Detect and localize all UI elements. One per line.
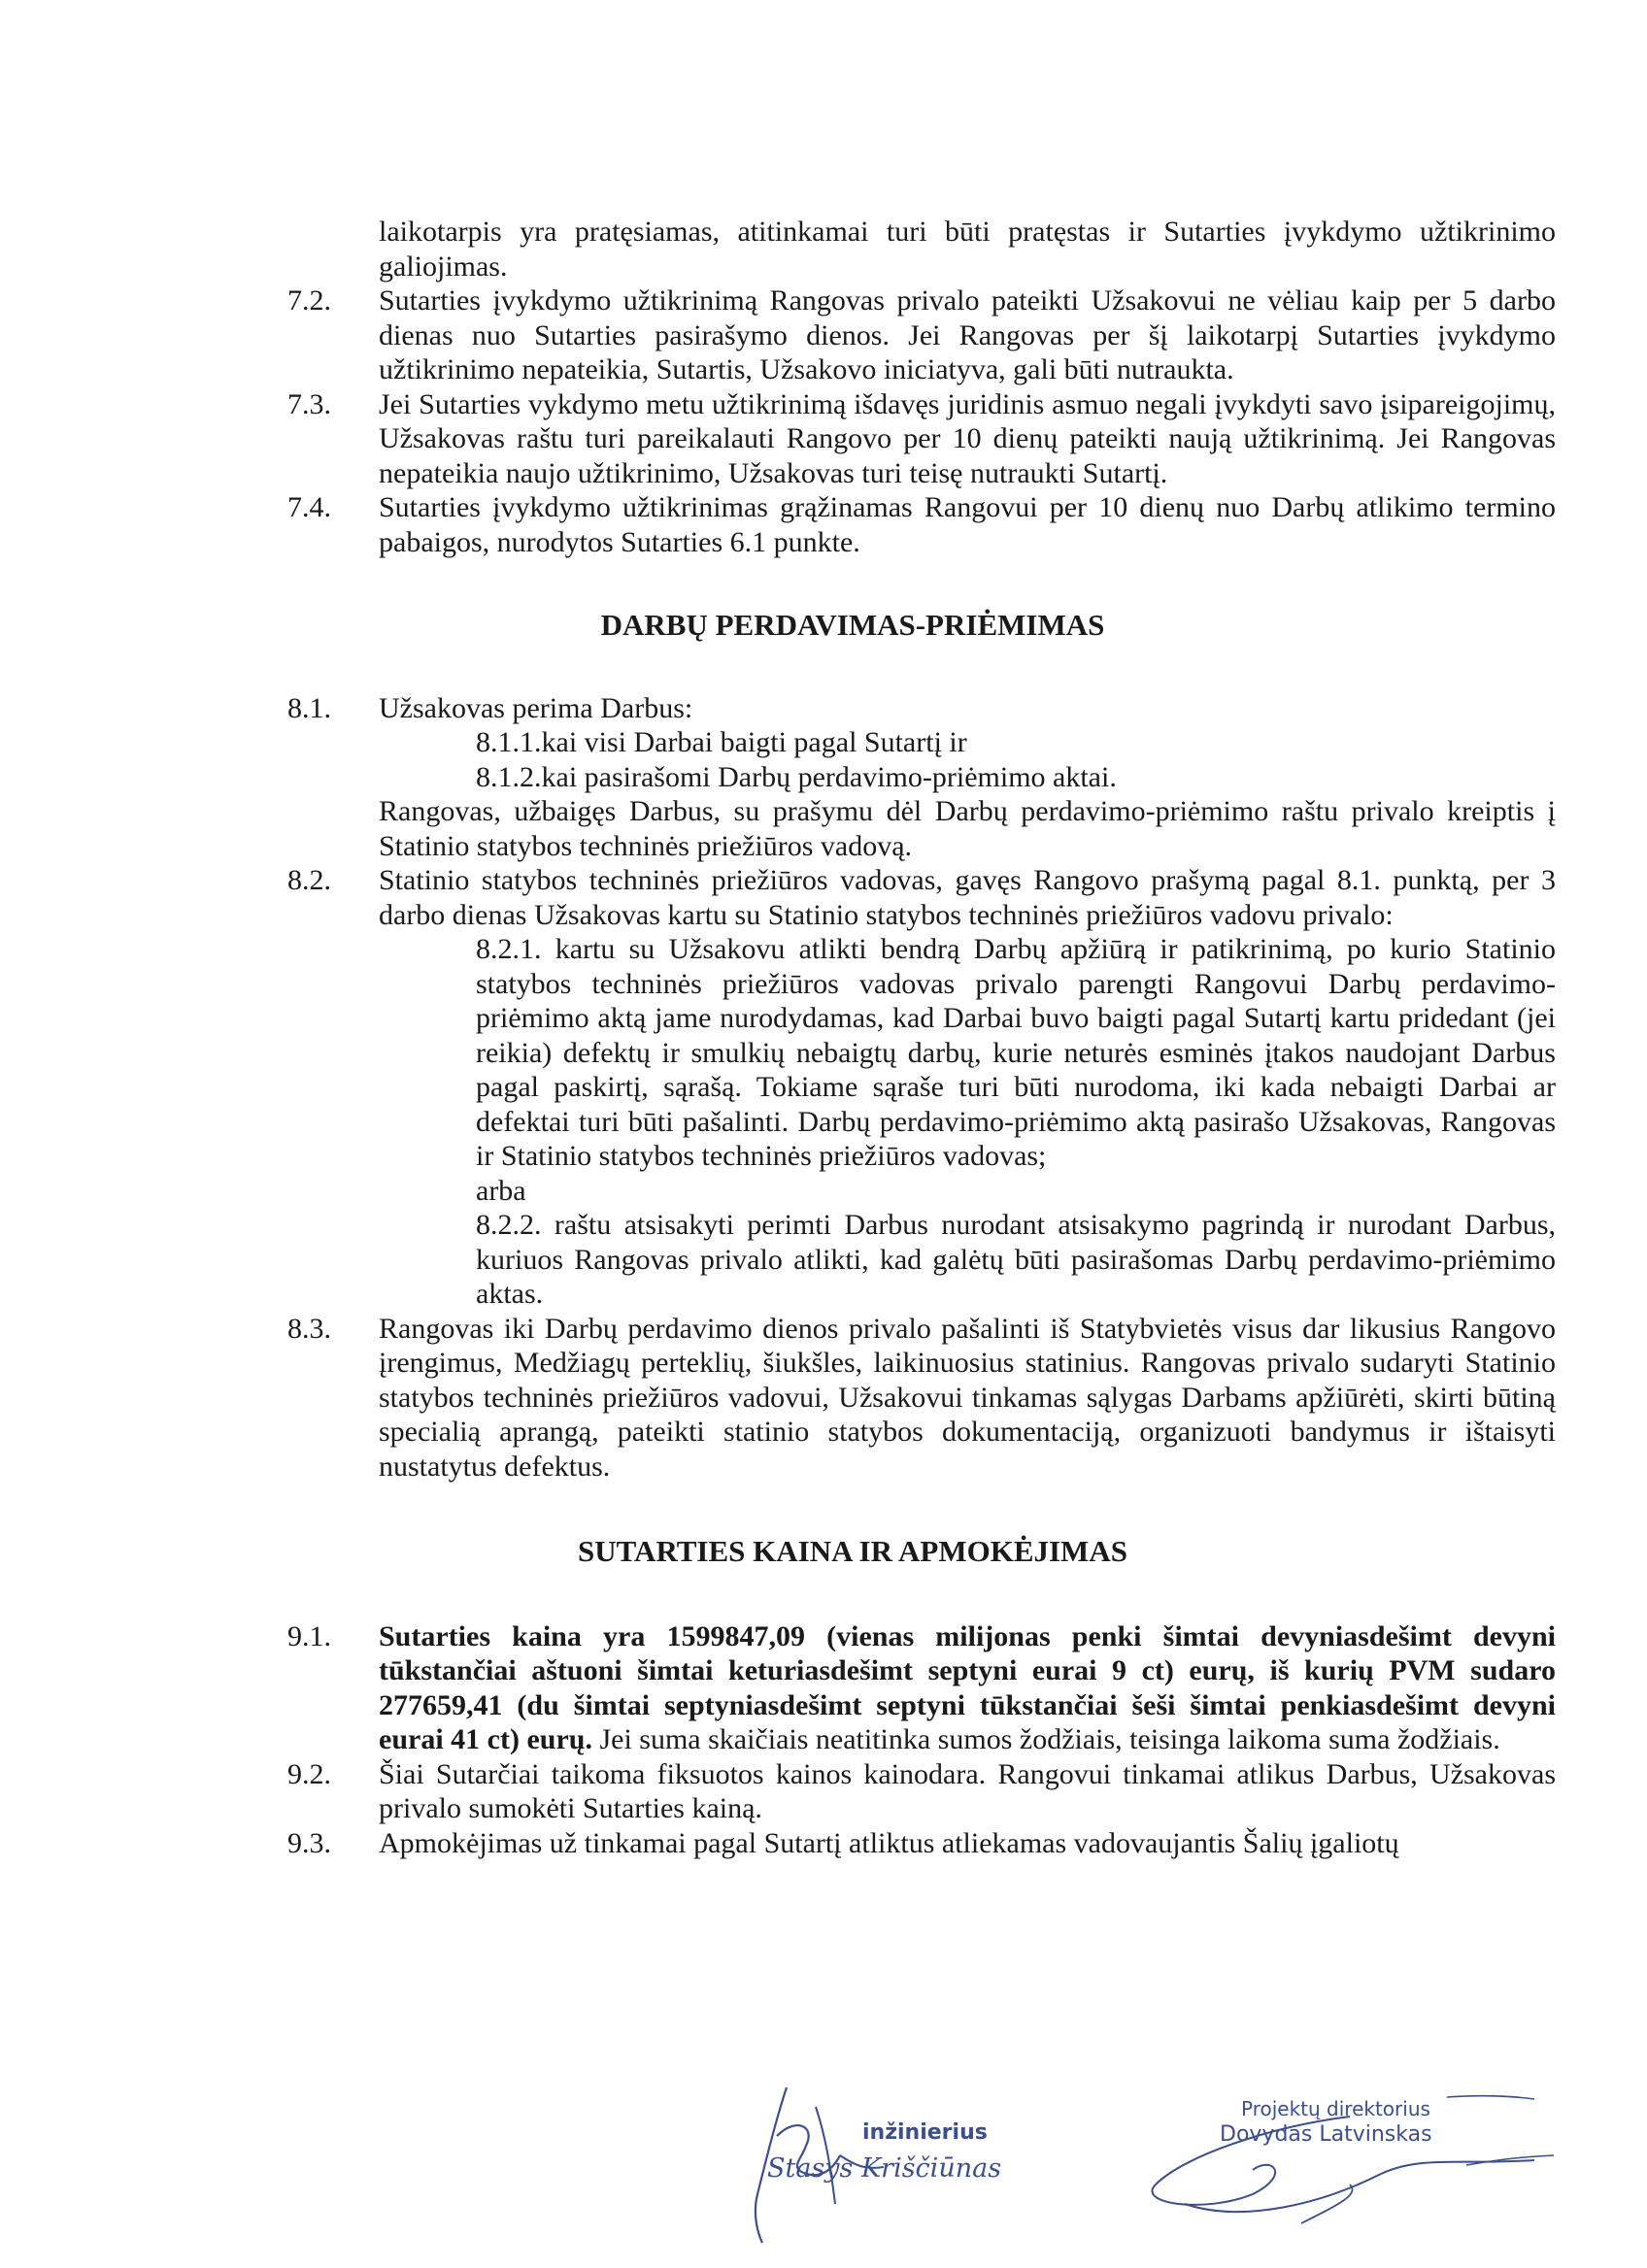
clause-number: 9.3.	[287, 1826, 331, 1859]
clause-9-2	[0, 1757, 1647, 1826]
clause-9-3	[0, 1826, 1647, 1861]
clause-8-1-after: Rangovas, užbaigęs Darbus, su prašymu dėl Darbų perdavimo-priėmimo raštu privalo kreiptis į Statinio statybos techninės priežiūros vadovą.	[379, 795, 1556, 862]
clause-text: Statinio statybos techninės priežiūros vadovas, gavęs Rangovo prašymą pagal 8.1. punktą, per 3 darbo dienas Užsakovas kartu su Statinio statybos techninės priežiūros vadovu privalo:	[379, 864, 1556, 931]
clause-text: Jei suma skaičiais neatitinka sumos žodžiais, teisinga laikoma suma žodžiais.	[591, 1723, 1500, 1755]
clause-text: Apmokėjimas už tinkamai pagal Sutartį atliktus atliekamas vadovaujantis Šalių įgaliotų	[379, 1826, 1399, 1859]
clause-text: Šiai Sutarčiai taikoma fiksuotos kainos kainodara. Rangovui tinkamai atlikus Darbus, Užsakovas privalo sumokėti Sutarties kainą.	[379, 1757, 1556, 1824]
clause-7-2	[0, 284, 1647, 387]
clause-8-2-1: 8.2.1. kartu su Užsakovu atlikti bendrą Darbų apžiūrą ir patikrinimą, po kurio Statinio statybos techninės priežiūros vadovas privalo parengti Rangovui Darbų perdavimo-priėmimo aktą jame nurodydamas, kad Darbai buvo baigti pagal Sutartį kartu pridedant (jei reikia) defektų ir smulkių nebaigtų darbų, kurie neturės esminės įtakos naudojant Darbus pagal paskirtį, sąrašą. Tokiame sąraše turi būti nurodoma, iki kada nebaigti Darbai ar defektai turi būti pašalinti. Darbų perdavimo-priėmimo aktą pasirašo Užsakovas, Rangovas ir Statinio statybos techninės priežiūros vadovas;	[476, 933, 1556, 1172]
clause-8-3	[0, 1312, 1647, 1484]
clause-8-1	[0, 691, 1647, 726]
section-heading-9: SUTARTIES KAINA IR APMOKĖJIMAS	[578, 1534, 1127, 1568]
signature-area	[0, 2078, 1647, 2252]
clause-9-1	[0, 1619, 1647, 1757]
contract-price-text: Sutarties kaina yra 1599847,09 (vienas milijonas penki šimtai devyniasdešimt devyni tūkstančiai aštuoni šimtai keturiasdešimt septyni eurai 9 ct) eurų, iš kurių PVM sudaro 277659,41 (du šimtai septyniasdešimt septyni tūkstančiai šeši šimtai penkiasdešimt devyni eurai 41 ct) eurų.	[379, 1619, 1556, 1755]
clause-arba: arba	[476, 1174, 526, 1207]
director-name: Dovydas Latvinskas	[1220, 2122, 1432, 2147]
clause-8-1-1: 8.1.1.kai visi Darbai baigti pagal Sutartį ir	[476, 726, 967, 758]
clause-number: 8.2.	[287, 864, 331, 896]
engineer-title: inžinierius	[862, 2120, 988, 2145]
clause-8-2-2: 8.2.2. raštu atsisakyti perimti Darbus nurodant atsisakymo pagrindą ir nurodant Darbus, kuriuos Rangovas privalo atlikti, kad galėtų būti pasirašomas Darbų perdavimo-priėmimo aktas.	[476, 1209, 1556, 1310]
clause-number: 8.3.	[287, 1312, 331, 1345]
clause-number: 7.4.	[287, 491, 331, 523]
clause-7-4	[0, 490, 1647, 559]
clause-8-1-2: 8.1.2.kai pasirašomi Darbų perdavimo-priėmimo aktai.	[476, 760, 1117, 793]
director-title: Projektų direktorius	[1241, 2097, 1430, 2120]
clause-8-2	[0, 863, 1647, 932]
engineer-name: Stasys Kriščiūnas	[767, 2153, 1002, 2184]
clause-number: 7.2.	[287, 284, 331, 317]
paragraph-7-1-continuation: laikotarpis yra pratęsiamas, atitinkamai turi būti pratęstas ir Sutarties įvykdymo užtikrinimo galiojimas.	[379, 216, 1556, 283]
clause-number: 9.2.	[287, 1757, 331, 1790]
clause-text: Užsakovas perima Darbus:	[379, 691, 693, 724]
clause-number: 9.1.	[287, 1619, 331, 1652]
clause-text: Sutarties įvykdymo užtikrinimą Rangovas privalo pateikti Užsakovui ne vėliau kaip per 5 darbo dienas nuo Sutarties pasirašymo dienos. Jei Rangovas per šį laikotarpį Sutarties įvykdymo užtikrinimo nepateikia, Sutartis, Užsakovo iniciatyva, gali būti nutraukta.	[379, 284, 1556, 385]
clause-number: 8.1.	[287, 691, 331, 724]
clause-7-3	[0, 387, 1647, 491]
section-heading-8: DARBŲ PERDAVIMAS-PRIĖMIMAS	[600, 608, 1105, 642]
clause-text: Sutarties įvykdymo užtikrinimas grąžinamas Rangovui per 10 dienų nuo Darbų atlikimo termino pabaigos, nurodytos Sutarties 6.1 punkte.	[379, 491, 1556, 558]
clause-text: Rangovas iki Darbų perdavimo dienos privalo pašalinti iš Statybvietės visus dar likusius Rangovo įrengimus, Medžiagų perteklių, šiukšles, laikinuosius statinius. Rangovas privalo sudaryti Statinio statybos techninės priežiūros vadovui, Užsakovui tinkamas sąlygas Darbams apžiūrėti, skirti būtiną specialią aprangą, pateikti statinio statybos dokumentaciją, organizuoti bandymus ir ištaisyti nustatytus defektus.	[379, 1312, 1556, 1483]
clause-text: Jei Sutarties vykdymo metu užtikrinimą išdavęs juridinis asmuo negali įvykdyti savo įsipareigojimų, Užsakovas raštu turi pareikalauti Rangovo per 10 dienų pateikti naują užtikrinimą. Jei Rangovas nepateikia naujo užtikrinimo, Užsakovas turi teisę nutraukti Sutartį.	[379, 387, 1556, 489]
clause-number: 7.3.	[287, 387, 331, 420]
